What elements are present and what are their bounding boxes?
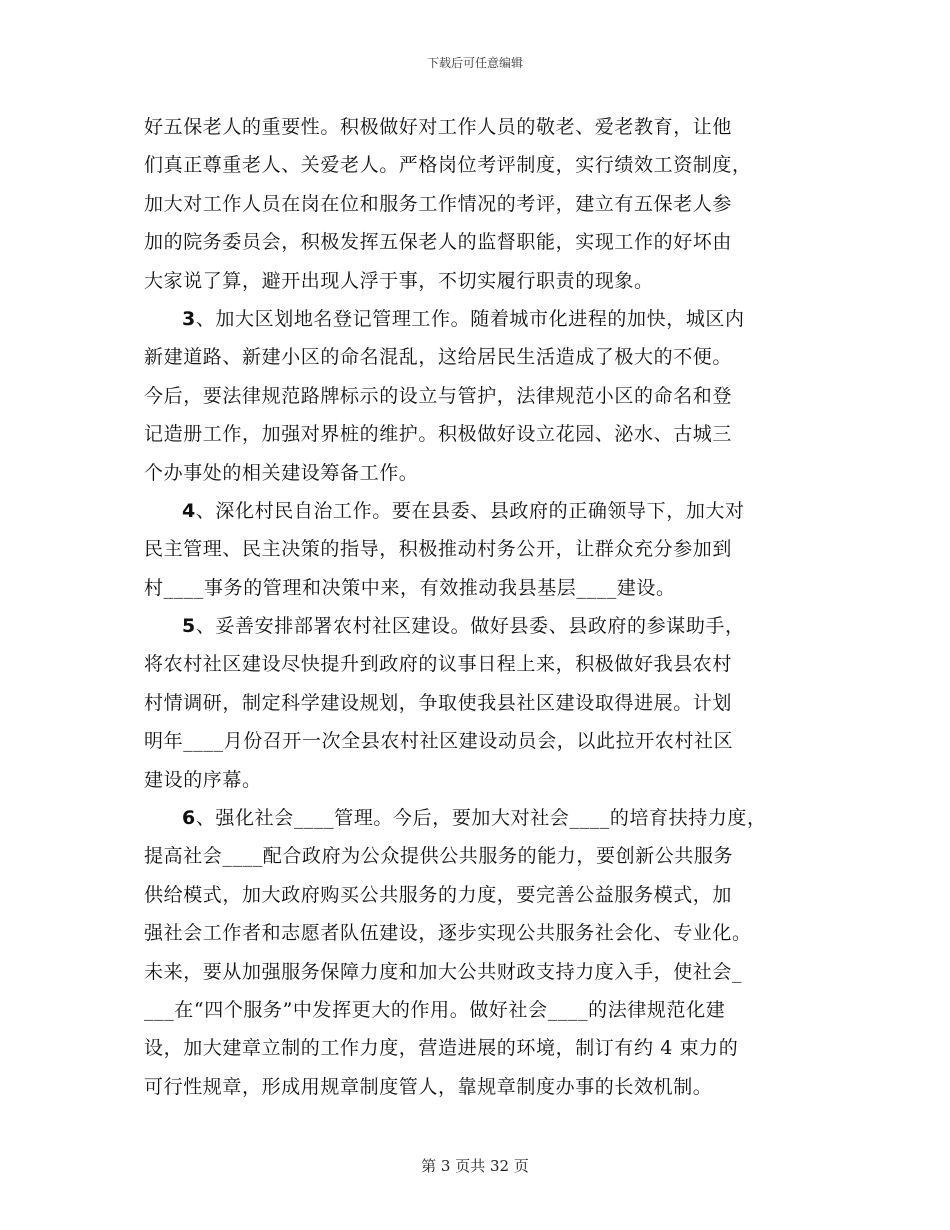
line-text: 供给模式，加大政府购买公共服务的力度，要完善公益服务模式，加 bbox=[144, 883, 733, 906]
line-text: 大家说了算，避开出现人浮于事，不切实履行职责的现象。 bbox=[144, 269, 654, 292]
line-text: 加大对工作人员在岗在位和服务工作情况的考评，建立有五保老人参 bbox=[144, 192, 733, 215]
page-header: 下载后可任意编辑 bbox=[426, 56, 523, 70]
paragraph-line bbox=[144, 799, 820, 837]
paragraph-line bbox=[144, 876, 820, 914]
line-text: 将农村社区建设尽快提升到政府的议事日程上来，积极做好我县农村 bbox=[144, 653, 733, 676]
line-text: 新建道路、新建小区的命名混乱，这给居民生活造成了极大的不便。 bbox=[144, 346, 733, 369]
paragraph-line bbox=[144, 223, 820, 261]
paragraph-line bbox=[144, 415, 820, 453]
line-text: ___在“四个服务”中发挥更大的作用。做好社会____的法律规范化建 bbox=[144, 998, 726, 1021]
line-text: 今后，要法律规范路牌标示的设立与管护，法律规范小区的命名和登 bbox=[144, 384, 733, 407]
paragraph-line bbox=[144, 146, 820, 184]
paragraph-line bbox=[144, 262, 820, 300]
paragraph-line bbox=[144, 914, 820, 952]
line-text: 、深化村民自治工作。要在县委、县政府的正确领导下，加大对 bbox=[195, 499, 745, 522]
line-text: 民主管理、民主决策的指导，积极推动村务公开，让群众充分参加到 bbox=[144, 538, 733, 561]
line-text: 、强化社会____管理。今后，要加大对社会____的培育扶持力度， bbox=[195, 807, 767, 830]
paragraph-line bbox=[144, 377, 820, 415]
line-text: 设，加大建章立制的工作力度，营造进展的环境，制订有约 4 束力的 bbox=[144, 1037, 739, 1060]
line-text: 们真正尊重老人、关爱老人。严格岗位考评制度，实行绩效工资制度， bbox=[144, 154, 752, 177]
paragraph-line bbox=[144, 722, 820, 760]
line-text: 好五保老人的重要性。积极做好对工作人员的敬老、爱老教育，让他 bbox=[144, 116, 733, 138]
line-text: 强社会工作者和志愿者队伍建设，逐步实现公共服务社会化、专业化。 bbox=[144, 922, 752, 945]
line-text: 个办事处的相关建设筹备工作。 bbox=[144, 461, 419, 484]
paragraph-line bbox=[144, 454, 820, 492]
line-text: 加的院务委员会，积极发挥五保老人的监督职能，实现工作的好坏由 bbox=[144, 231, 733, 254]
paragraph-line bbox=[144, 492, 820, 530]
paragraph-line bbox=[144, 607, 820, 645]
paragraph-line bbox=[144, 953, 820, 991]
paragraph-line bbox=[144, 338, 820, 376]
paragraph-line bbox=[144, 530, 820, 568]
line-text: 记造册工作，加强对界桩的维护。积极做好设立花园、泌水、古城三 bbox=[144, 423, 733, 446]
paragraph-line bbox=[144, 1068, 820, 1106]
line-text: 提高社会____配合政府为公众提供公共服务的能力，要创新公共服务 bbox=[144, 845, 734, 868]
paragraph-line bbox=[144, 645, 820, 683]
paragraph-line bbox=[144, 300, 820, 338]
line-text: 村____事务的管理和决策中来，有效推动我县基层____建设。 bbox=[144, 576, 676, 599]
paragraph-line bbox=[144, 569, 820, 607]
line-text: 未来，要从加强服务保障力度和加大公共财政支持力度入手，使社会_ bbox=[144, 960, 743, 983]
item-number: 6 bbox=[182, 807, 196, 830]
item-number: 4 bbox=[182, 499, 196, 522]
line-text: 、妥善安排部署农村社区建设。做好县委、县政府的参谋助手， bbox=[195, 615, 745, 638]
item-number: 3 bbox=[182, 307, 196, 330]
paragraph-line bbox=[144, 185, 820, 223]
paragraph-line bbox=[144, 991, 820, 1029]
paragraph-line bbox=[144, 837, 820, 875]
line-text: 村情调研，制定科学建设规划，争取使我县社区建设取得进展。计划 bbox=[144, 691, 733, 714]
line-text: 可行性规章，形成用规章制度管人，靠规章制度办事的长效机制。 bbox=[144, 1075, 713, 1098]
line-text: 明年____月份召开一次全县农村社区建设动员会，以此拉开农村社区 bbox=[144, 730, 734, 753]
line-text: 建设的序幕。 bbox=[144, 768, 262, 791]
document-body bbox=[144, 108, 820, 1106]
paragraph-line bbox=[144, 108, 820, 146]
item-number: 5 bbox=[182, 615, 196, 638]
paragraph-line bbox=[144, 761, 820, 799]
line-text: 、加大区划地名登记管理工作。随着城市化进程的加快，城区内 bbox=[195, 307, 745, 330]
paragraph-line bbox=[144, 684, 820, 722]
page-footer: 第 3 页共 32 页 bbox=[421, 1157, 529, 1175]
paragraph-line bbox=[144, 1029, 820, 1067]
